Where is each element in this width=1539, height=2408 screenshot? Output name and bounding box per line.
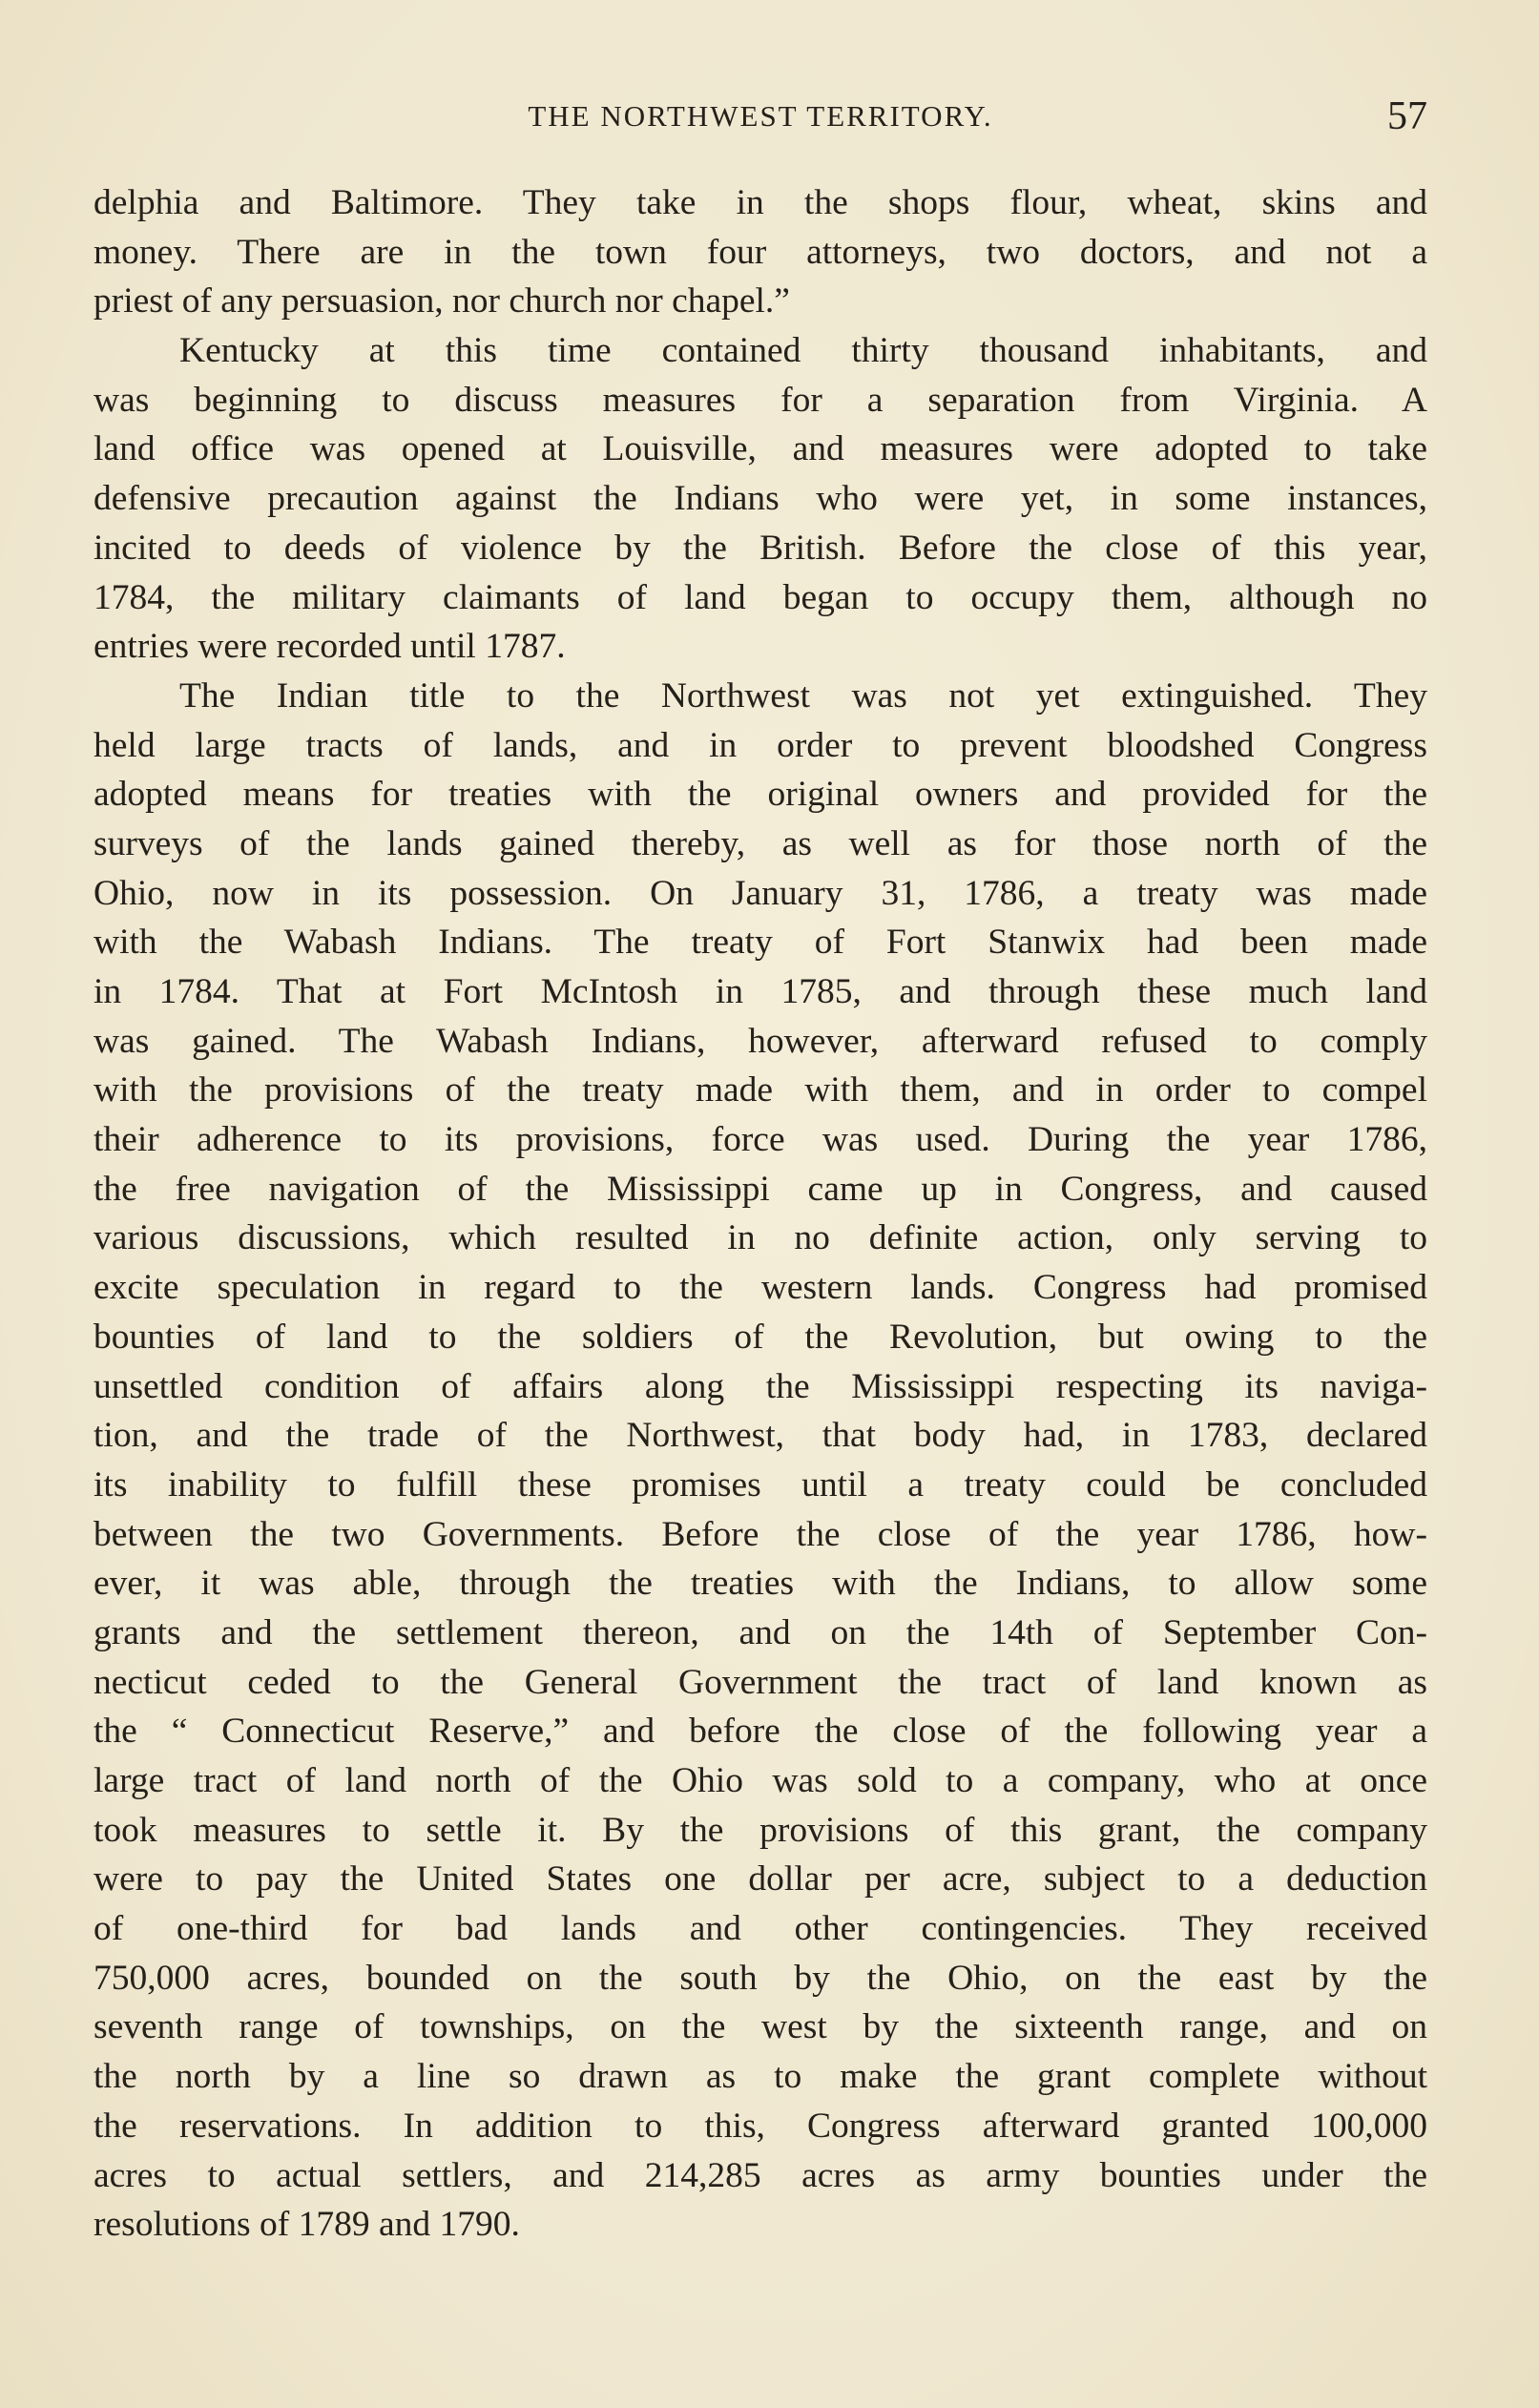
text-line: delphia and Baltimore. They take in the shops flour, wheat, skins and <box>94 183 1427 222</box>
text-line: entries were recorded until 1787. <box>94 627 566 667</box>
text-line: grants and the settlement thereon, and on the 14th of September Con- <box>94 1612 1427 1652</box>
text-line: necticut ceded to the General Government the tract of land known as <box>94 1662 1427 1702</box>
text-line: in 1784. That at Fort McIntosh in 1785, and through these much land <box>94 972 1427 1011</box>
text-line: 750,000 acres, bounded on the south by the Ohio, on the east by the <box>94 1958 1427 1998</box>
text-line: priest of any persuasion, nor church nor chapel.” <box>94 281 790 322</box>
text-line: were to pay the United States one dollar per acre, subject to a deduction <box>94 1859 1427 1899</box>
text-line: the free navigation of the Mississippi came up in Congress, and caused <box>94 1169 1427 1209</box>
text-line: the north by a line so drawn as to make the grant complete without <box>94 2057 1427 2097</box>
text-line: between the two Governments. Before the close of the year 1786, how- <box>94 1514 1427 1554</box>
text-line: bounties of land to the soldiers of the Revolution, but owing to the <box>94 1317 1427 1357</box>
text-line: unsettled condition of affairs along the Mississippi respecting its naviga- <box>94 1366 1427 1406</box>
text-line: excite speculation in regard to the western lands. Congress had promised <box>94 1268 1427 1308</box>
text-line: resolutions of 1789 and 1790. <box>94 2205 520 2245</box>
text-line: money. There are in the town four attorneys, two doctors, and not a <box>94 232 1427 272</box>
text-line: seventh range of townships, on the west by the sixteenth range, and on <box>94 2007 1427 2047</box>
text-line: its inability to fulfill these promises until a treaty could be concluded <box>94 1464 1427 1505</box>
text-line: ever, it was able, through the treaties with the Indians, to allow some <box>94 1564 1427 1604</box>
text-line: adopted means for treaties with the original owners and provided for the <box>94 775 1427 815</box>
text-line: tion, and the trade of the Northwest, that body had, in 1783, declared <box>94 1416 1427 1456</box>
text-line: the reservations. In addition to this, Congress afterward granted 100,000 <box>94 2106 1427 2146</box>
text-line: the “ Connecticut Reserve,” and before the close of the following year a <box>94 1712 1427 1752</box>
text-line: their adherence to its provisions, force was used. During the year 1786, <box>94 1120 1427 1160</box>
page-number: 57 <box>1387 94 1427 138</box>
text-line: Ohio, now in its possession. On January 31, 1786, a treaty was made <box>94 873 1427 913</box>
body-text <box>94 178 1427 2250</box>
text-line: The Indian title to the Northwest was not yet extinguished. They <box>179 675 1427 716</box>
text-line: various discussions, which resulted in no definite action, only serving to <box>94 1218 1427 1258</box>
text-line: surveys of the lands gained thereby, as well as for those north of the <box>94 823 1427 863</box>
text-line: with the provisions of the treaty made with them, and in order to compel <box>94 1070 1427 1111</box>
text-line: land office was opened at Louisville, and measures were adopted to take <box>94 429 1427 469</box>
text-line: held large tracts of lands, and in order to prevent bloodshed Congress <box>94 725 1427 765</box>
text-line: took measures to settle it. By the provisions of this grant, the company <box>94 1810 1427 1850</box>
text-line: incited to deeds of violence by the British. Before the close of this year, <box>94 528 1427 568</box>
text-line: acres to actual settlers, and 214,285 acres as army bounties under the <box>94 2155 1427 2195</box>
text-line: Kentucky at this time contained thirty thousand inhabitants, and <box>179 331 1427 371</box>
running-head: THE NORTHWEST TERRITORY. <box>528 99 993 133</box>
page-header <box>94 93 1427 141</box>
text-line: defensive precaution against the Indians who were yet, in some instances, <box>94 479 1427 519</box>
text-line: was beginning to discuss measures for a separation from Virginia. A <box>94 380 1427 420</box>
text-line: with the Wabash Indians. The treaty of Fort Stanwix had been made <box>94 923 1427 963</box>
text-line: 1784, the military claimants of land began to occupy them, although no <box>94 577 1427 617</box>
text-line: of one-third for bad lands and other contingencies. They received <box>94 1909 1427 1949</box>
text-line: was gained. The Wabash Indians, however, afterward refused to comply <box>94 1021 1427 1061</box>
text-line: large tract of land north of the Ohio was sold to a company, who at once <box>94 1761 1427 1800</box>
